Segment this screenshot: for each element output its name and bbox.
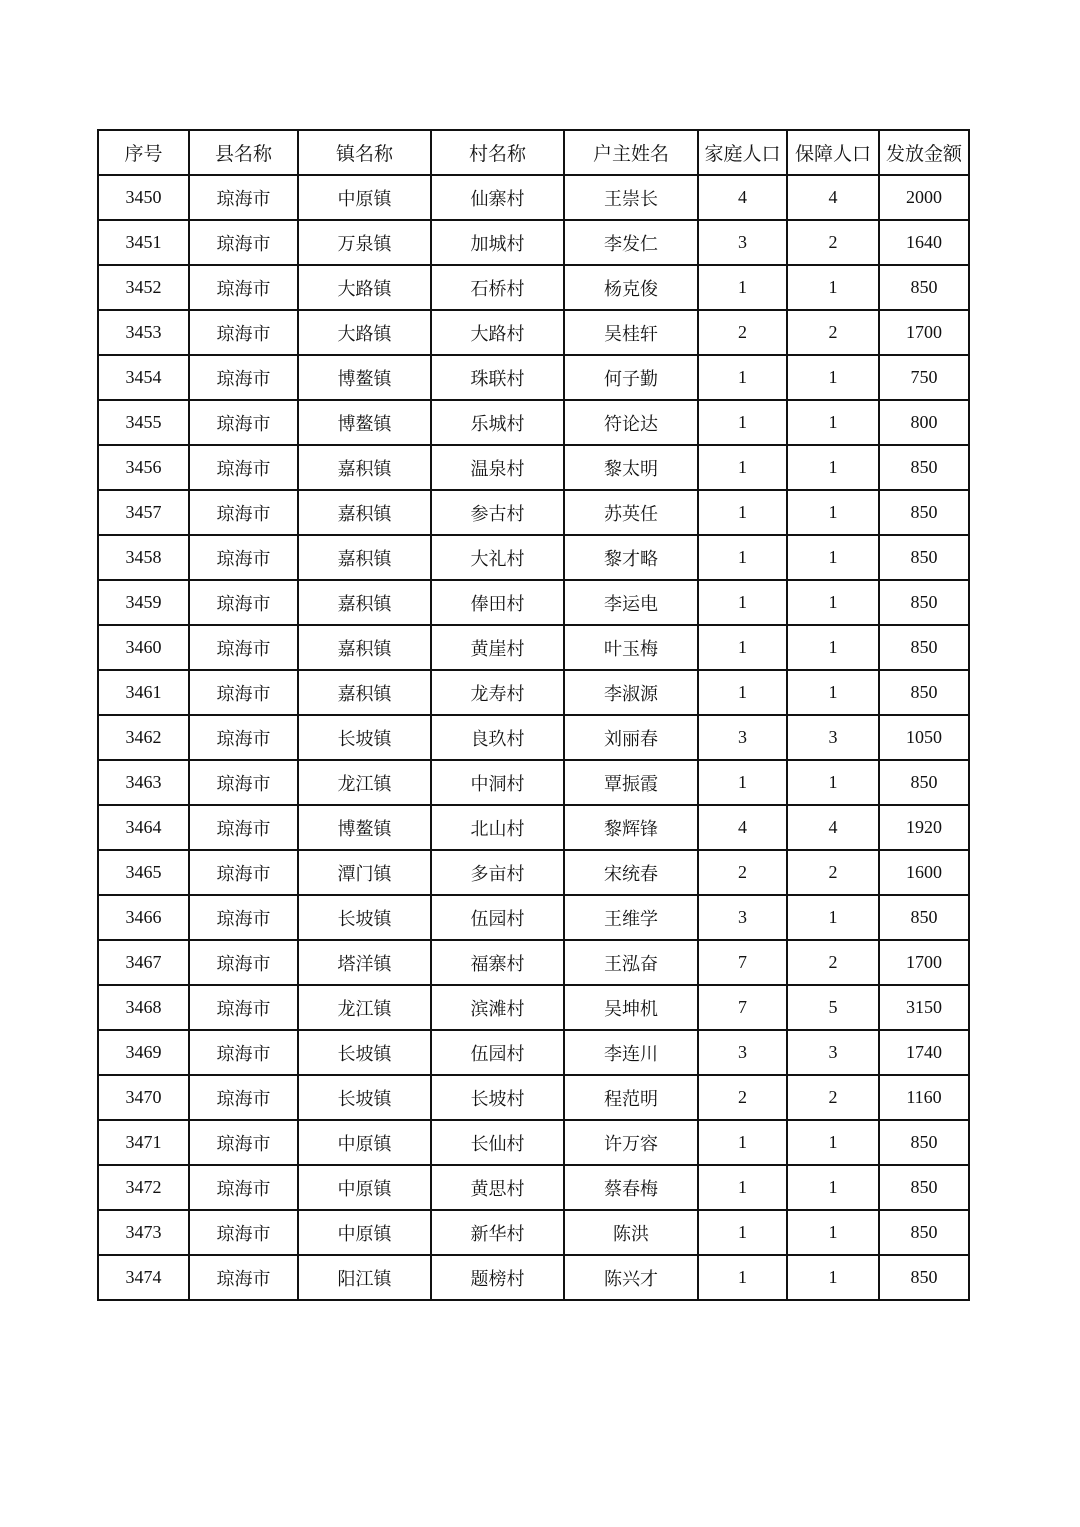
county-cell: 琼海市	[189, 760, 298, 805]
serial-cell: 3466	[98, 895, 189, 940]
village-cell: 福寨村	[431, 940, 564, 985]
family-size-cell: 1	[698, 400, 787, 445]
table-row	[98, 1075, 969, 1120]
village-cell: 题榜村	[431, 1255, 564, 1300]
table-row	[98, 760, 969, 805]
county-cell: 琼海市	[189, 625, 298, 670]
family-size-cell: 3	[698, 1030, 787, 1075]
family-size-cell: 1	[698, 265, 787, 310]
serial-cell: 3465	[98, 850, 189, 895]
family-size-cell: 3	[698, 895, 787, 940]
village-cell: 滨滩村	[431, 985, 564, 1030]
village-cell: 北山村	[431, 805, 564, 850]
serial-cell: 3453	[98, 310, 189, 355]
table-row	[98, 1165, 969, 1210]
town-cell: 潭门镇	[298, 850, 431, 895]
village-cell: 中洞村	[431, 760, 564, 805]
amount-cell: 750	[879, 355, 969, 400]
householder-cell: 许万容	[564, 1120, 698, 1165]
covered-persons-cell: 4	[787, 175, 879, 220]
table-row	[98, 535, 969, 580]
family-size-cell: 1	[698, 1120, 787, 1165]
county-cell: 琼海市	[189, 310, 298, 355]
village-cell: 长仙村	[431, 1120, 564, 1165]
serial-cell: 3462	[98, 715, 189, 760]
county-cell: 琼海市	[189, 535, 298, 580]
householder-cell: 何子勤	[564, 355, 698, 400]
family-size-cell: 4	[698, 175, 787, 220]
householder-cell: 陈洪	[564, 1210, 698, 1255]
header-amount: 发放金额	[879, 130, 969, 175]
householder-cell: 宋统春	[564, 850, 698, 895]
householder-cell: 王维学	[564, 895, 698, 940]
town-cell: 大路镇	[298, 310, 431, 355]
town-cell: 龙江镇	[298, 985, 431, 1030]
covered-persons-cell: 3	[787, 1030, 879, 1075]
village-cell: 参古村	[431, 490, 564, 535]
householder-cell: 陈兴才	[564, 1255, 698, 1300]
table-row	[98, 940, 969, 985]
table-row	[98, 355, 969, 400]
amount-cell: 2000	[879, 175, 969, 220]
covered-persons-cell: 1	[787, 1210, 879, 1255]
county-cell: 琼海市	[189, 1210, 298, 1255]
covered-persons-cell: 1	[787, 1255, 879, 1300]
table-row	[98, 850, 969, 895]
town-cell: 大路镇	[298, 265, 431, 310]
amount-cell: 1700	[879, 310, 969, 355]
family-size-cell: 1	[698, 355, 787, 400]
county-cell: 琼海市	[189, 445, 298, 490]
householder-cell: 杨克俊	[564, 265, 698, 310]
family-size-cell: 1	[698, 670, 787, 715]
table-row	[98, 895, 969, 940]
householder-cell: 黎太明	[564, 445, 698, 490]
covered-persons-cell: 1	[787, 445, 879, 490]
county-cell: 琼海市	[189, 1255, 298, 1300]
covered-persons-cell: 1	[787, 490, 879, 535]
covered-persons-cell: 1	[787, 760, 879, 805]
family-size-cell: 3	[698, 220, 787, 265]
county-cell: 琼海市	[189, 490, 298, 535]
householder-cell: 符论达	[564, 400, 698, 445]
family-size-cell: 7	[698, 985, 787, 1030]
family-size-cell: 1	[698, 445, 787, 490]
town-cell: 龙江镇	[298, 760, 431, 805]
amount-cell: 1920	[879, 805, 969, 850]
serial-cell: 3461	[98, 670, 189, 715]
town-cell: 中原镇	[298, 1120, 431, 1165]
county-cell: 琼海市	[189, 940, 298, 985]
serial-cell: 3470	[98, 1075, 189, 1120]
amount-cell: 800	[879, 400, 969, 445]
householder-cell: 刘丽春	[564, 715, 698, 760]
table-row	[98, 310, 969, 355]
town-cell: 嘉积镇	[298, 670, 431, 715]
householder-cell: 王崇长	[564, 175, 698, 220]
householder-cell: 李连川	[564, 1030, 698, 1075]
town-cell: 博鳌镇	[298, 355, 431, 400]
serial-cell: 3456	[98, 445, 189, 490]
family-size-cell: 1	[698, 580, 787, 625]
village-cell: 珠联村	[431, 355, 564, 400]
town-cell: 万泉镇	[298, 220, 431, 265]
family-size-cell: 1	[698, 1255, 787, 1300]
table-row	[98, 220, 969, 265]
amount-cell: 850	[879, 580, 969, 625]
header-family-size: 家庭人口	[698, 130, 787, 175]
town-cell: 阳江镇	[298, 1255, 431, 1300]
village-cell: 龙寿村	[431, 670, 564, 715]
amount-cell: 850	[879, 445, 969, 490]
serial-cell: 3451	[98, 220, 189, 265]
village-cell: 黄崖村	[431, 625, 564, 670]
amount-cell: 850	[879, 1255, 969, 1300]
covered-persons-cell: 2	[787, 850, 879, 895]
family-size-cell: 7	[698, 940, 787, 985]
amount-cell: 850	[879, 1120, 969, 1165]
amount-cell: 850	[879, 1210, 969, 1255]
county-cell: 琼海市	[189, 1075, 298, 1120]
village-cell: 俸田村	[431, 580, 564, 625]
serial-cell: 3473	[98, 1210, 189, 1255]
amount-cell: 1640	[879, 220, 969, 265]
covered-persons-cell: 1	[787, 400, 879, 445]
amount-cell: 1050	[879, 715, 969, 760]
town-cell: 嘉积镇	[298, 625, 431, 670]
amount-cell: 1700	[879, 940, 969, 985]
county-cell: 琼海市	[189, 220, 298, 265]
table-row	[98, 580, 969, 625]
county-cell: 琼海市	[189, 850, 298, 895]
table-body	[98, 175, 969, 1300]
serial-cell: 3471	[98, 1120, 189, 1165]
householder-cell: 李运电	[564, 580, 698, 625]
county-cell: 琼海市	[189, 985, 298, 1030]
covered-persons-cell: 2	[787, 1075, 879, 1120]
header-serial: 序号	[98, 130, 189, 175]
amount-cell: 850	[879, 670, 969, 715]
family-size-cell: 1	[698, 625, 787, 670]
householder-cell: 蔡春梅	[564, 1165, 698, 1210]
family-size-cell: 1	[698, 760, 787, 805]
serial-cell: 3458	[98, 535, 189, 580]
table-row	[98, 445, 969, 490]
serial-cell: 3454	[98, 355, 189, 400]
householder-cell: 吴坤机	[564, 985, 698, 1030]
header-town: 镇名称	[298, 130, 431, 175]
village-cell: 大礼村	[431, 535, 564, 580]
header-householder: 户主姓名	[564, 130, 698, 175]
town-cell: 博鳌镇	[298, 805, 431, 850]
amount-cell: 1160	[879, 1075, 969, 1120]
town-cell: 中原镇	[298, 175, 431, 220]
town-cell: 嘉积镇	[298, 490, 431, 535]
amount-cell: 850	[879, 895, 969, 940]
family-size-cell: 1	[698, 1165, 787, 1210]
village-cell: 大路村	[431, 310, 564, 355]
householder-cell: 李淑源	[564, 670, 698, 715]
town-cell: 中原镇	[298, 1210, 431, 1255]
householder-cell: 王泓奋	[564, 940, 698, 985]
householder-cell: 程范明	[564, 1075, 698, 1120]
householder-cell: 黎辉锋	[564, 805, 698, 850]
town-cell: 中原镇	[298, 1165, 431, 1210]
householder-cell: 覃振霞	[564, 760, 698, 805]
town-cell: 长坡镇	[298, 1030, 431, 1075]
county-cell: 琼海市	[189, 895, 298, 940]
village-cell: 良玖村	[431, 715, 564, 760]
village-cell: 温泉村	[431, 445, 564, 490]
covered-persons-cell: 4	[787, 805, 879, 850]
county-cell: 琼海市	[189, 670, 298, 715]
amount-cell: 850	[879, 625, 969, 670]
family-size-cell: 2	[698, 310, 787, 355]
table-row	[98, 625, 969, 670]
serial-cell: 3455	[98, 400, 189, 445]
serial-cell: 3459	[98, 580, 189, 625]
covered-persons-cell: 3	[787, 715, 879, 760]
table-row	[98, 1030, 969, 1075]
table-row	[98, 400, 969, 445]
covered-persons-cell: 1	[787, 535, 879, 580]
serial-cell: 3468	[98, 985, 189, 1030]
table-row	[98, 805, 969, 850]
covered-persons-cell: 2	[787, 310, 879, 355]
table-row	[98, 1120, 969, 1165]
family-size-cell: 2	[698, 1075, 787, 1120]
covered-persons-cell: 1	[787, 895, 879, 940]
table-row	[98, 670, 969, 715]
serial-cell: 3469	[98, 1030, 189, 1075]
serial-cell: 3460	[98, 625, 189, 670]
covered-persons-cell: 1	[787, 580, 879, 625]
county-cell: 琼海市	[189, 1165, 298, 1210]
town-cell: 长坡镇	[298, 1075, 431, 1120]
village-cell: 长坡村	[431, 1075, 564, 1120]
town-cell: 长坡镇	[298, 895, 431, 940]
amount-cell: 850	[879, 490, 969, 535]
serial-cell: 3450	[98, 175, 189, 220]
table-row	[98, 490, 969, 535]
serial-cell: 3457	[98, 490, 189, 535]
family-size-cell: 4	[698, 805, 787, 850]
covered-persons-cell: 1	[787, 625, 879, 670]
householder-cell: 叶玉梅	[564, 625, 698, 670]
serial-cell: 3464	[98, 805, 189, 850]
covered-persons-cell: 5	[787, 985, 879, 1030]
county-cell: 琼海市	[189, 715, 298, 760]
village-cell: 乐城村	[431, 400, 564, 445]
town-cell: 嘉积镇	[298, 580, 431, 625]
assistance-table	[97, 129, 970, 1301]
serial-cell: 3474	[98, 1255, 189, 1300]
householder-cell: 吴桂轩	[564, 310, 698, 355]
village-cell: 伍园村	[431, 1030, 564, 1075]
town-cell: 嘉积镇	[298, 445, 431, 490]
county-cell: 琼海市	[189, 400, 298, 445]
town-cell: 嘉积镇	[298, 535, 431, 580]
covered-persons-cell: 1	[787, 355, 879, 400]
header-county: 县名称	[189, 130, 298, 175]
family-size-cell: 1	[698, 535, 787, 580]
table-row	[98, 265, 969, 310]
serial-cell: 3463	[98, 760, 189, 805]
header-village: 村名称	[431, 130, 564, 175]
amount-cell: 1740	[879, 1030, 969, 1075]
householder-cell: 黎才略	[564, 535, 698, 580]
county-cell: 琼海市	[189, 805, 298, 850]
header-covered-persons: 保障人口	[787, 130, 879, 175]
amount-cell: 850	[879, 265, 969, 310]
family-size-cell: 1	[698, 1210, 787, 1255]
family-size-cell: 3	[698, 715, 787, 760]
town-cell: 塔洋镇	[298, 940, 431, 985]
covered-persons-cell: 1	[787, 670, 879, 715]
covered-persons-cell: 2	[787, 940, 879, 985]
covered-persons-cell: 1	[787, 1165, 879, 1210]
county-cell: 琼海市	[189, 355, 298, 400]
county-cell: 琼海市	[189, 265, 298, 310]
amount-cell: 850	[879, 1165, 969, 1210]
covered-persons-cell: 2	[787, 220, 879, 265]
county-cell: 琼海市	[189, 1030, 298, 1075]
table-row	[98, 1255, 969, 1300]
village-cell: 多亩村	[431, 850, 564, 895]
county-cell: 琼海市	[189, 175, 298, 220]
table-row	[98, 715, 969, 760]
village-cell: 加城村	[431, 220, 564, 265]
table-header-row	[98, 130, 969, 175]
county-cell: 琼海市	[189, 580, 298, 625]
serial-cell: 3467	[98, 940, 189, 985]
table-row	[98, 1210, 969, 1255]
village-cell: 石桥村	[431, 265, 564, 310]
town-cell: 长坡镇	[298, 715, 431, 760]
village-cell: 新华村	[431, 1210, 564, 1255]
village-cell: 仙寨村	[431, 175, 564, 220]
family-size-cell: 2	[698, 850, 787, 895]
table-row	[98, 985, 969, 1030]
amount-cell: 1600	[879, 850, 969, 895]
serial-cell: 3452	[98, 265, 189, 310]
table-row	[98, 175, 969, 220]
amount-cell: 850	[879, 535, 969, 580]
householder-cell: 李发仁	[564, 220, 698, 265]
town-cell: 博鳌镇	[298, 400, 431, 445]
village-cell: 伍园村	[431, 895, 564, 940]
covered-persons-cell: 1	[787, 265, 879, 310]
amount-cell: 850	[879, 760, 969, 805]
county-cell: 琼海市	[189, 1120, 298, 1165]
covered-persons-cell: 1	[787, 1120, 879, 1165]
village-cell: 黄思村	[431, 1165, 564, 1210]
serial-cell: 3472	[98, 1165, 189, 1210]
amount-cell: 3150	[879, 985, 969, 1030]
householder-cell: 苏英任	[564, 490, 698, 535]
family-size-cell: 1	[698, 490, 787, 535]
